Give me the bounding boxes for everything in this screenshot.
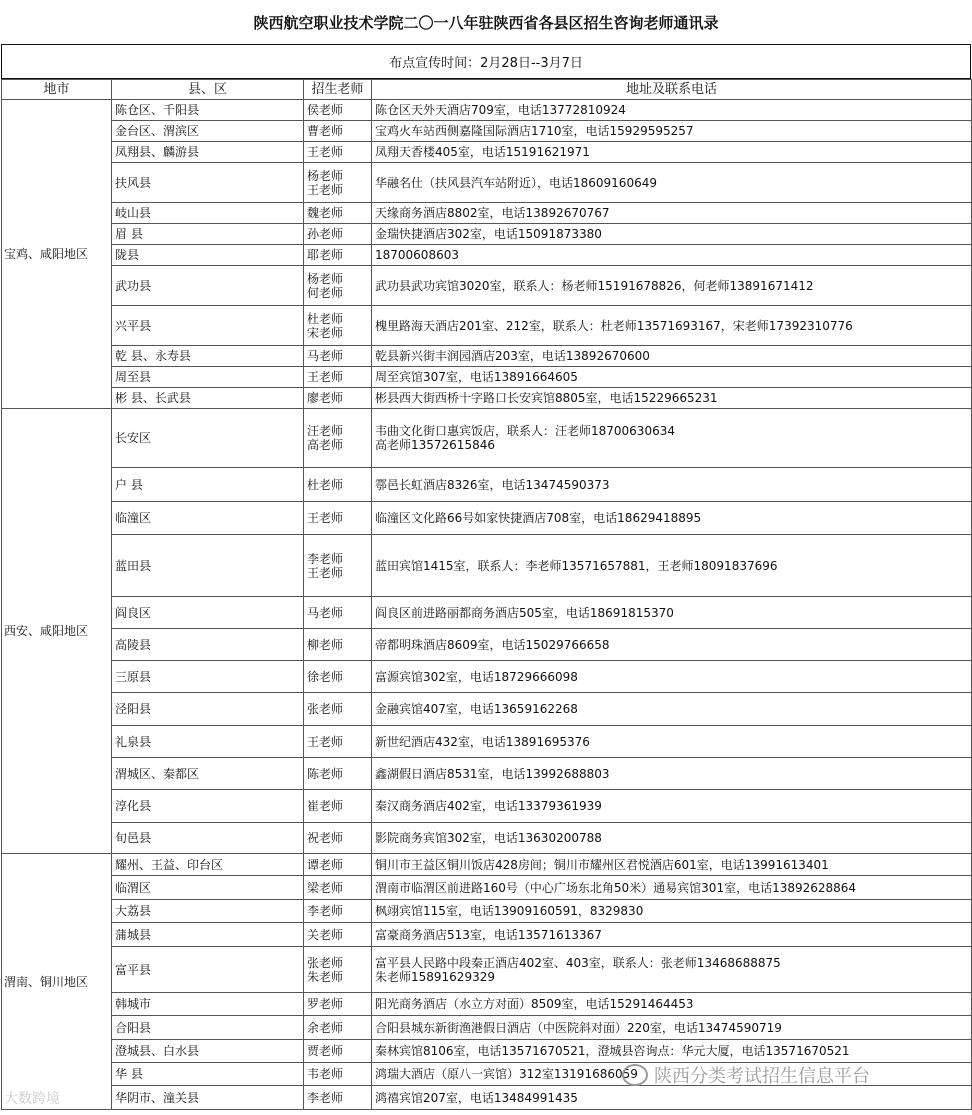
address-cell: 枫翊宾馆115室，电话13909160591，8329830 <box>372 900 972 923</box>
teacher-cell: 谭老师 <box>304 854 372 876</box>
table-row <box>2 790 972 823</box>
county-cell: 淳化县 <box>112 790 304 823</box>
address-cell: 陈仓区天外天酒店709室，电话13772810924 <box>372 100 972 121</box>
county-cell: 澄城县、白水县 <box>112 1040 304 1063</box>
address-cell: 铜川市王益区铜川饭店428房间；铜川市耀州区君悦酒店601室，电话13991613401 <box>372 854 972 876</box>
county-cell: 金台区、渭滨区 <box>112 121 304 142</box>
county-cell: 凤翔县、麟游县 <box>112 142 304 163</box>
table-row <box>2 245 972 266</box>
county-cell: 合阳县 <box>112 1016 304 1040</box>
county-cell: 乾 县、永寿县 <box>112 346 304 367</box>
teacher-cell: 王老师 <box>304 367 372 388</box>
address-cell: 阎良区前进路丽都商务酒店505室，电话18691815370 <box>372 597 972 629</box>
table-row <box>2 100 972 121</box>
teacher-cell: 王老师 <box>304 502 372 535</box>
address-cell: 金瑞快捷酒店302室，电话15091873380 <box>372 224 972 245</box>
county-cell: 蒲城县 <box>112 923 304 947</box>
region-cell: 西安、咸阳地区 <box>2 409 112 854</box>
address-cell: 帝都明珠酒店8609室，电话15029766658 <box>372 629 972 661</box>
table-row <box>2 726 972 758</box>
teacher-cell: 罗老师 <box>304 993 372 1016</box>
table-row <box>2 266 972 306</box>
table-row <box>2 876 972 900</box>
table-row <box>2 1086 972 1110</box>
address-cell: 合阳县城东新街渔港假日酒店（中医院斜对面）220室，电话13474590719 <box>372 1016 972 1040</box>
teacher-cell: 梁老师 <box>304 876 372 900</box>
teacher-cell: 杜老师 <box>304 468 372 502</box>
teacher-cell: 魏老师 <box>304 203 372 224</box>
address-cell: 宝鸡火车站西侧嘉隆国际酒店1710室，电话15929595257 <box>372 121 972 142</box>
table-row <box>2 203 972 224</box>
teacher-cell: 张老师 朱老师 <box>304 947 372 993</box>
table-row <box>2 346 972 367</box>
address-cell: 华融名仕（扶风县汽车站附近），电话18609160649 <box>372 163 972 203</box>
table-row <box>2 388 972 409</box>
county-cell: 耀州、王益、印台区 <box>112 854 304 876</box>
header-teacher: 招生老师 <box>304 80 372 100</box>
table-row <box>2 163 972 203</box>
table-row <box>2 923 972 947</box>
teacher-cell: 余老师 <box>304 1016 372 1040</box>
address-cell: 富平县人民路中段秦正酒店402室、403室，联系人：张老师13468688875 朱老师15891629329 <box>372 947 972 993</box>
region-cell: 渭南、铜川地区 <box>2 854 112 1110</box>
county-cell: 武功县 <box>112 266 304 306</box>
teacher-cell: 李老师 <box>304 900 372 923</box>
teacher-cell: 崔老师 <box>304 790 372 823</box>
county-cell: 蓝田县 <box>112 535 304 597</box>
header-city: 地市 <box>2 80 112 100</box>
teacher-cell: 王老师 <box>304 142 372 163</box>
table-row <box>2 409 972 468</box>
table-row <box>2 468 972 502</box>
county-cell: 临潼区 <box>112 502 304 535</box>
promotion-period: 布点宣传时间：2月28日--3月7日 <box>1 44 971 79</box>
teacher-cell: 李老师 王老师 <box>304 535 372 597</box>
teacher-cell: 王老师 <box>304 726 372 758</box>
address-cell: 彬县西大街西桥十字路口长安宾馆8805室，电话15229665231 <box>372 388 972 409</box>
address-cell: 鄠邑长虹酒店8326室，电话13474590373 <box>372 468 972 502</box>
table-row <box>2 854 972 876</box>
county-cell: 旬邑县 <box>112 823 304 854</box>
address-cell: 鑫湖假日酒店8531室，电话13992688803 <box>372 758 972 790</box>
address-cell: 秦林宾馆8106室，电话13571670521，澄城县咨询点：华元大厦，电话13571670521 <box>372 1040 972 1063</box>
address-cell: 金融宾馆407室，电话13659162268 <box>372 693 972 726</box>
table-header-row <box>2 80 972 100</box>
county-cell: 富平县 <box>112 947 304 993</box>
teacher-cell: 马老师 <box>304 346 372 367</box>
address-cell: 韦曲文化街口惠宾饭店，联系人：汪老师18700630634 高老师13572615846 <box>372 409 972 468</box>
contact-table <box>1 79 972 1110</box>
county-cell: 彬 县、长武县 <box>112 388 304 409</box>
address-cell: 鸿禧宾馆207室，电话13484991435 <box>372 1086 972 1110</box>
address-cell: 秦汉商务酒店402室，电话13379361939 <box>372 790 972 823</box>
address-cell: 凤翔天香楼405室，电话15191621971 <box>372 142 972 163</box>
table-row <box>2 142 972 163</box>
teacher-cell: 侯老师 <box>304 100 372 121</box>
teacher-cell: 曹老师 <box>304 121 372 142</box>
teacher-cell: 耶老师 <box>304 245 372 266</box>
table-row <box>2 597 972 629</box>
address-cell: 富源宾馆302室，电话18729666098 <box>372 661 972 693</box>
county-cell: 华 县 <box>112 1063 304 1086</box>
county-cell: 华阴市、潼关县 <box>112 1086 304 1110</box>
header-county: 县、区 <box>112 80 304 100</box>
address-cell: 天缘商务酒店8802室，电话13892670767 <box>372 203 972 224</box>
address-cell: 富豪商务酒店513室，电话13571613367 <box>372 923 972 947</box>
watermark-left: 大数跨境 <box>4 1091 60 1107</box>
address-cell: 渭南市临渭区前进路160号（中心广场东北角50米）通易宾馆301室，电话13892628864 <box>372 876 972 900</box>
county-cell: 陈仓区、千阳县 <box>112 100 304 121</box>
teacher-cell: 柳老师 <box>304 629 372 661</box>
table-row <box>2 306 972 346</box>
address-cell: 影院商务宾馆302室，电话13630200788 <box>372 823 972 854</box>
table-row <box>2 535 972 597</box>
county-cell: 大荔县 <box>112 900 304 923</box>
teacher-cell: 杜老师 宋老师 <box>304 306 372 346</box>
watermark-right <box>622 1062 870 1088</box>
address-cell: 周至宾馆307室，电话13891664605 <box>372 367 972 388</box>
table-row <box>2 693 972 726</box>
address-cell: 蓝田宾馆1415室，联系人：李老师13571657881，王老师18091837696 <box>372 535 972 597</box>
address-cell: 鸿瑞大酒店（原八一宾馆）312室13191686059 <box>372 1063 972 1086</box>
teacher-cell: 贾老师 <box>304 1040 372 1063</box>
address-cell: 新世纪酒店432室，电话13891695376 <box>372 726 972 758</box>
page-title: 陕西航空职业技术学院二〇一八年驻陕西省各县区招生咨询老师通讯录 <box>253 13 719 32</box>
county-cell: 岐山县 <box>112 203 304 224</box>
county-cell: 户 县 <box>112 468 304 502</box>
teacher-cell: 徐老师 <box>304 661 372 693</box>
table-row <box>2 661 972 693</box>
teacher-cell: 关老师 <box>304 923 372 947</box>
wechat-icon <box>622 1064 648 1086</box>
table-row <box>2 1040 972 1063</box>
table-row <box>2 993 972 1016</box>
teacher-cell: 李老师 <box>304 1086 372 1110</box>
county-cell: 高陵县 <box>112 629 304 661</box>
table-row <box>2 947 972 993</box>
address-cell: 武功县武功宾馆3020室，联系人：杨老师15191678826，何老师13891671412 <box>372 266 972 306</box>
table-row <box>2 1016 972 1040</box>
county-cell: 陇县 <box>112 245 304 266</box>
watermark-right-text: 陕西分类考试招生信息平台 <box>654 1066 870 1087</box>
teacher-cell: 陈老师 <box>304 758 372 790</box>
county-cell: 长安区 <box>112 409 304 468</box>
table-row <box>2 367 972 388</box>
teacher-cell: 孙老师 <box>304 224 372 245</box>
teacher-cell: 廖老师 <box>304 388 372 409</box>
table-row <box>2 224 972 245</box>
table-row <box>2 121 972 142</box>
table-body <box>2 100 972 1110</box>
county-cell: 临渭区 <box>112 876 304 900</box>
header-address: 地址及联系电话 <box>372 80 972 100</box>
teacher-cell: 马老师 <box>304 597 372 629</box>
county-cell: 泾阳县 <box>112 693 304 726</box>
county-cell: 渭城区、秦都区 <box>112 758 304 790</box>
address-cell: 槐里路海天酒店201室、212室，联系人：杜老师13571693167，宋老师17392310776 <box>372 306 972 346</box>
teacher-cell: 杨老师 何老师 <box>304 266 372 306</box>
address-cell: 阳光商务酒店（水立方对面）8509室，电话15291464453 <box>372 993 972 1016</box>
county-cell: 韩城市 <box>112 993 304 1016</box>
table-row <box>2 823 972 854</box>
teacher-cell: 杨老师 王老师 <box>304 163 372 203</box>
teacher-cell: 祝老师 <box>304 823 372 854</box>
region-cell: 宝鸡、咸阳地区 <box>2 100 112 409</box>
table-row <box>2 758 972 790</box>
address-cell: 临潼区文化路66号如家快捷酒店708室，电话18629418895 <box>372 502 972 535</box>
county-cell: 周至县 <box>112 367 304 388</box>
table-row <box>2 629 972 661</box>
table-row <box>2 502 972 535</box>
county-cell: 三原县 <box>112 661 304 693</box>
county-cell: 阎良区 <box>112 597 304 629</box>
county-cell: 兴平县 <box>112 306 304 346</box>
county-cell: 礼泉县 <box>112 726 304 758</box>
county-cell: 扶风县 <box>112 163 304 203</box>
teacher-cell: 汪老师 高老师 <box>304 409 372 468</box>
county-cell: 眉 县 <box>112 224 304 245</box>
teacher-cell: 韦老师 <box>304 1063 372 1086</box>
address-cell: 乾县新兴街丰润园酒店203室，电话13892670600 <box>372 346 972 367</box>
address-cell: 18700608603 <box>372 245 972 266</box>
teacher-cell: 张老师 <box>304 693 372 726</box>
table-row <box>2 900 972 923</box>
